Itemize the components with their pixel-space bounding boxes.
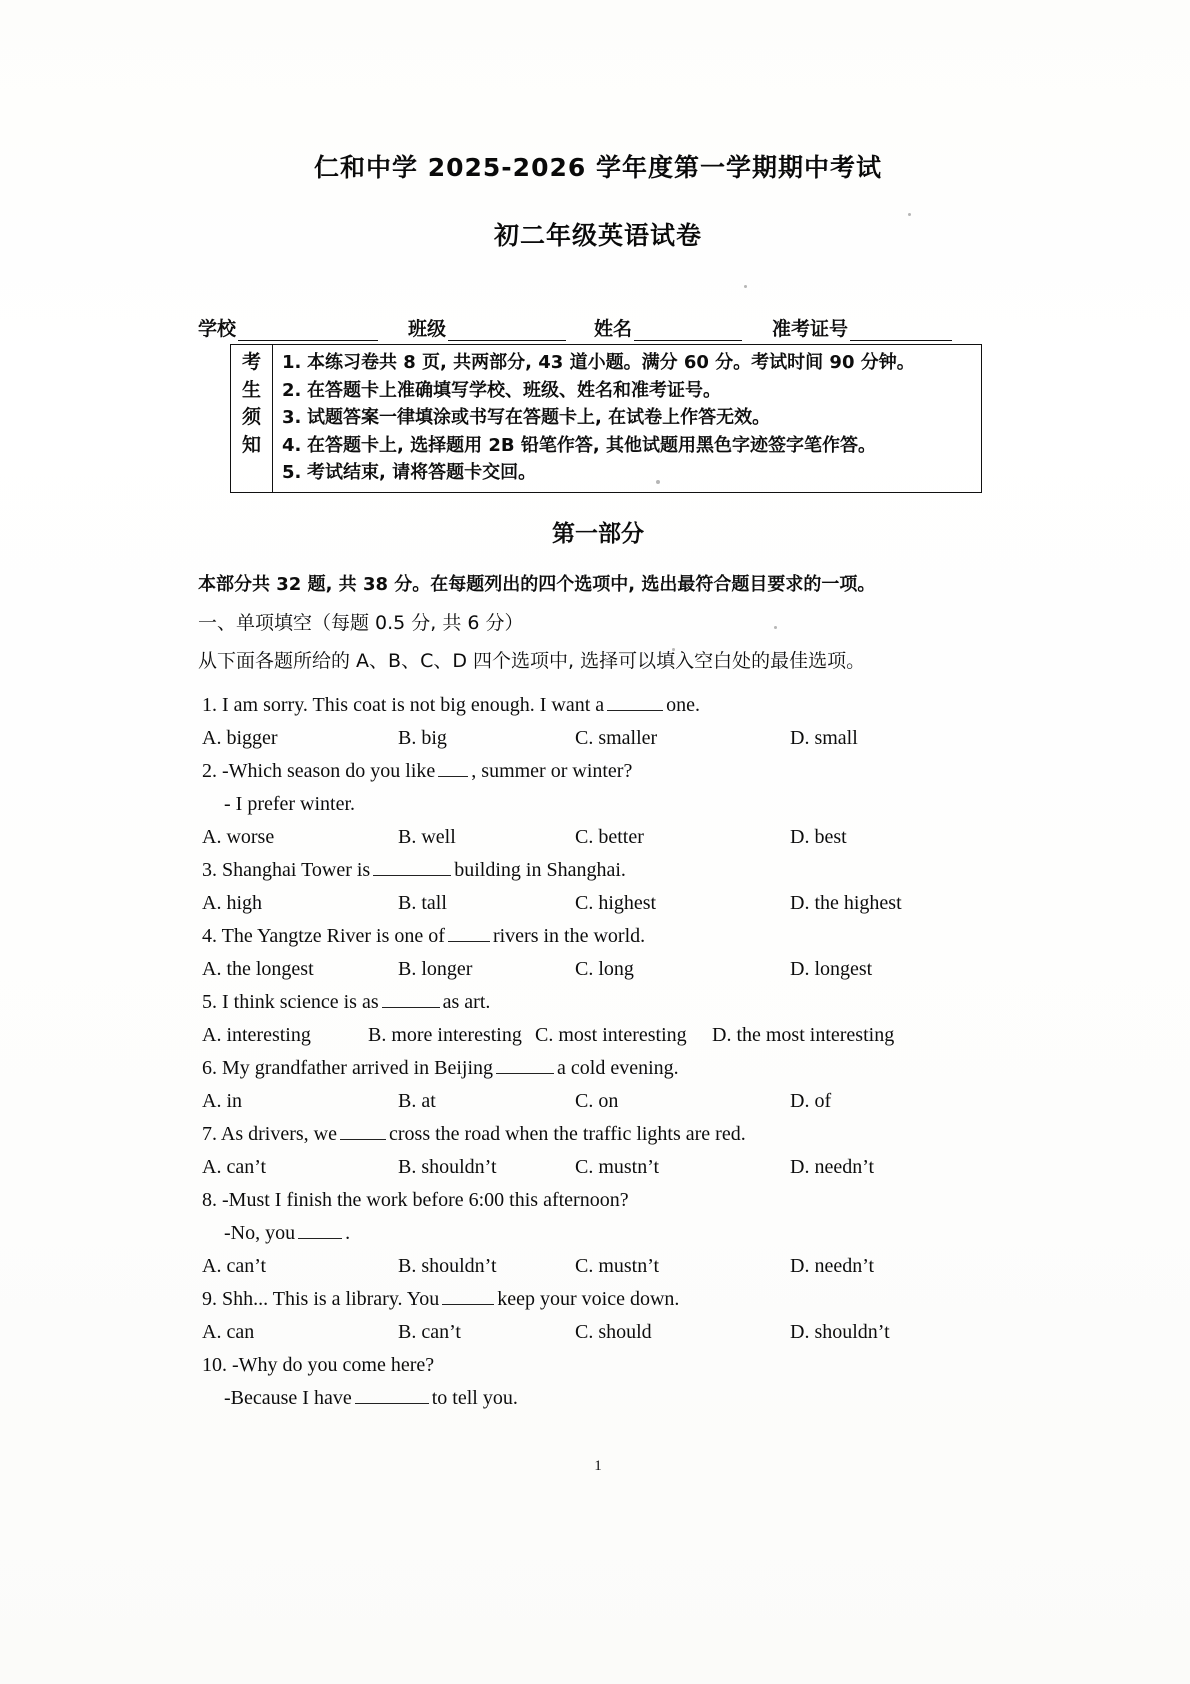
notice-head-char-0: 考 bbox=[241, 351, 261, 373]
question-text-tail: building in Shanghai. bbox=[454, 858, 626, 881]
question-text: The Yangtze River is one of bbox=[221, 924, 445, 947]
exam-id-label: 准考证号 bbox=[772, 318, 849, 340]
option-row bbox=[198, 1151, 998, 1184]
option-choice[interactable]: A. in bbox=[202, 1089, 242, 1112]
question-text: As drivers, we bbox=[220, 1122, 337, 1145]
option-row bbox=[198, 821, 998, 854]
answer-blank[interactable] bbox=[607, 710, 663, 711]
question-text-tail: as art. bbox=[442, 990, 491, 1013]
option-choice[interactable]: D. best bbox=[790, 825, 847, 848]
question-stem-line2 bbox=[198, 1382, 998, 1415]
question-text: I am sorry. This coat is not big enough. I want a bbox=[222, 693, 605, 716]
question-text-tail: a cold evening. bbox=[557, 1056, 679, 1079]
option-choice[interactable]: D. small bbox=[790, 726, 858, 749]
option-choice[interactable]: C. mustn’t bbox=[575, 1254, 660, 1277]
question-number: 1. bbox=[202, 693, 217, 716]
question-text-tail: rivers in the world. bbox=[492, 924, 646, 947]
notice-head-char-2: 须 bbox=[241, 406, 261, 428]
question-block bbox=[198, 920, 998, 986]
exam-id-input-rule[interactable] bbox=[850, 323, 952, 341]
question-text: I think science is as bbox=[222, 990, 379, 1013]
question-stem bbox=[198, 1118, 998, 1151]
question-text: - I prefer winter. bbox=[224, 792, 356, 815]
question-number: 9. bbox=[202, 1287, 217, 1310]
class-field[interactable] bbox=[408, 314, 566, 341]
notice-item-text: 考试结束, 请将答题卡交回。 bbox=[307, 462, 537, 483]
question-block bbox=[198, 1349, 998, 1415]
answer-blank[interactable] bbox=[382, 1007, 440, 1008]
option-choice[interactable]: D. needn’t bbox=[790, 1155, 875, 1178]
question-text: -No, you bbox=[224, 1221, 296, 1244]
question-number: 2. bbox=[202, 759, 217, 782]
question-stem bbox=[198, 1283, 998, 1316]
section-title: 一、单项填空（每题 0.5 分, 共 6 分） bbox=[198, 611, 524, 634]
question-block bbox=[198, 1184, 998, 1283]
notice-item-number: 4. bbox=[282, 434, 302, 456]
option-choice[interactable]: C. should bbox=[575, 1320, 652, 1343]
question-block bbox=[198, 1118, 998, 1184]
answer-blank[interactable] bbox=[373, 875, 451, 876]
notice-item-text: 本练习卷共 8 页, 共两部分, 43 道小题。满分 60 分。考试时间 90 分钟。 bbox=[307, 352, 915, 373]
notice-head-char-3: 知 bbox=[241, 433, 261, 456]
question-block bbox=[198, 854, 998, 920]
option-choice[interactable]: D. of bbox=[790, 1089, 832, 1112]
notice-item-text: 试题答案一律填涂或书写在答题卡上, 在试卷上作答无效。 bbox=[307, 407, 771, 428]
part-title: 第一部分 bbox=[552, 520, 644, 547]
page-number: 1 bbox=[594, 1458, 602, 1474]
question-stem bbox=[198, 1349, 998, 1382]
option-choice[interactable]: C. mustn’t bbox=[575, 1155, 660, 1178]
question-block bbox=[198, 1283, 998, 1349]
option-choice[interactable]: B. can’t bbox=[398, 1320, 461, 1343]
question-block bbox=[198, 986, 998, 1052]
option-choice[interactable]: D. needn’t bbox=[790, 1254, 875, 1277]
question-text-tail: . bbox=[345, 1221, 351, 1244]
question-stem bbox=[198, 920, 998, 953]
notice-box bbox=[230, 344, 982, 493]
answer-blank[interactable] bbox=[355, 1403, 429, 1404]
option-choice[interactable]: A. can’t bbox=[202, 1155, 267, 1178]
option-row bbox=[198, 722, 998, 755]
option-row bbox=[198, 1019, 998, 1052]
notice-item-text: 在答题卡上, 选择题用 2B 铅笔作答, 其他试题用黑色字迹签字笔作答。 bbox=[307, 434, 876, 456]
question-stem bbox=[198, 986, 998, 1019]
question-stem bbox=[198, 854, 998, 887]
question-stem bbox=[198, 1184, 998, 1217]
question-text-tail: one. bbox=[666, 693, 701, 716]
question-stem-line2 bbox=[198, 788, 998, 821]
question-text: -Why do you come here? bbox=[232, 1353, 435, 1376]
answer-blank[interactable] bbox=[340, 1139, 386, 1140]
option-choice[interactable]: B. tall bbox=[398, 891, 447, 914]
option-choice[interactable]: C. smaller bbox=[575, 726, 658, 749]
notice-item-text: 在答题卡上准确填写学校、班级、姓名和准考证号。 bbox=[307, 379, 721, 401]
question-number: 4. bbox=[202, 924, 217, 947]
option-choice[interactable]: C. highest bbox=[575, 891, 657, 914]
question-text: Shanghai Tower is bbox=[222, 858, 371, 881]
option-choice[interactable]: B. longer bbox=[398, 957, 473, 980]
question-block bbox=[198, 1052, 998, 1118]
class-label: 班级 bbox=[408, 318, 447, 340]
section-instruction: 从下面各题所给的 A、B、C、D 四个选项中, 选择可以填入空白处的最佳选项。 bbox=[198, 649, 866, 672]
option-choice[interactable]: B. shouldn’t bbox=[398, 1254, 497, 1277]
notice-item bbox=[282, 432, 975, 460]
question-text: -Which season do you like bbox=[222, 759, 436, 782]
notice-item-list bbox=[273, 345, 981, 492]
option-choice[interactable]: A. can bbox=[202, 1320, 255, 1343]
option-choice[interactable]: B. at bbox=[398, 1089, 436, 1112]
option-choice[interactable]: B. well bbox=[398, 825, 456, 848]
question-number: 6. bbox=[202, 1056, 217, 1079]
question-number: 10. bbox=[202, 1353, 227, 1376]
part-description: 本部分共 32 题, 共 38 分。在每题列出的四个选项中, 选出最符合题目要求的一项。 bbox=[198, 573, 876, 595]
option-choice[interactable]: B. big bbox=[398, 726, 447, 749]
option-choice[interactable]: A. interesting bbox=[202, 1023, 311, 1046]
question-number: 7. bbox=[202, 1122, 217, 1145]
option-choice[interactable]: A. the longest bbox=[202, 957, 314, 980]
question-number: 3. bbox=[202, 858, 217, 881]
option-choice[interactable]: D. the most interesting bbox=[712, 1023, 895, 1046]
notice-item-number: 5. bbox=[282, 462, 302, 483]
notice-head-column bbox=[231, 345, 273, 492]
answer-blank[interactable] bbox=[448, 941, 490, 942]
question-number: 5. bbox=[202, 990, 217, 1013]
name-field[interactable] bbox=[594, 314, 742, 341]
option-choice[interactable]: A. can’t bbox=[202, 1254, 267, 1277]
question-text: -Because I have bbox=[224, 1386, 352, 1409]
question-number: 8. bbox=[202, 1188, 217, 1211]
question-block bbox=[198, 755, 998, 854]
exam-id-field[interactable] bbox=[772, 314, 952, 341]
answer-blank[interactable] bbox=[298, 1238, 342, 1239]
notice-item bbox=[282, 349, 975, 377]
option-row bbox=[198, 1085, 998, 1118]
notice-head-char-1: 生 bbox=[241, 378, 261, 401]
option-choice[interactable]: C. on bbox=[575, 1089, 619, 1112]
option-choice[interactable]: D. shouldn’t bbox=[790, 1320, 890, 1343]
option-row bbox=[198, 953, 998, 986]
question-text: Shh... This is a library. You bbox=[222, 1287, 440, 1310]
notice-item bbox=[282, 377, 975, 405]
page-subtitle: 初二年级英语试卷 bbox=[493, 221, 702, 250]
option-choice[interactable]: A. high bbox=[202, 891, 262, 914]
page-title: 仁和中学 2025-2026 学年度第一学期期中考试 bbox=[314, 153, 882, 182]
name-label: 姓名 bbox=[594, 318, 633, 340]
option-row bbox=[198, 1250, 998, 1283]
notice-item-number: 1. bbox=[282, 352, 302, 373]
notice-item bbox=[282, 459, 975, 487]
school-field[interactable] bbox=[198, 314, 378, 341]
option-choice[interactable]: D. the highest bbox=[790, 891, 902, 914]
question-block bbox=[198, 689, 998, 755]
question-text-tail: to tell you. bbox=[431, 1386, 518, 1409]
option-choice[interactable]: C. long bbox=[575, 957, 634, 980]
notice-item-number: 3. bbox=[282, 407, 302, 428]
option-choice[interactable]: D. longest bbox=[790, 957, 873, 980]
question-text: -Must I finish the work before 6:00 this afternoon? bbox=[222, 1188, 629, 1211]
notice-item bbox=[282, 404, 975, 432]
identity-row bbox=[198, 314, 998, 341]
school-label: 学校 bbox=[198, 318, 237, 340]
answer-blank[interactable] bbox=[442, 1304, 494, 1305]
class-input-rule[interactable] bbox=[448, 323, 566, 341]
option-row bbox=[198, 887, 998, 920]
question-text-tail: keep your voice down. bbox=[497, 1287, 680, 1310]
option-choice[interactable]: B. shouldn’t bbox=[398, 1155, 497, 1178]
question-stem bbox=[198, 1052, 998, 1085]
option-choice[interactable]: C. better bbox=[575, 825, 644, 848]
question-text-tail: , summer or winter? bbox=[471, 759, 633, 782]
option-choice[interactable]: C. most interesting bbox=[535, 1023, 687, 1046]
option-row bbox=[198, 1316, 998, 1349]
question-stem bbox=[198, 689, 998, 722]
option-choice[interactable]: B. more interesting bbox=[368, 1023, 522, 1046]
question-text: My grandfather arrived in Beijing bbox=[222, 1056, 494, 1079]
exam-paper bbox=[198, 0, 998, 1684]
question-stem bbox=[198, 755, 998, 788]
question-text-tail: cross the road when the traffic lights are red. bbox=[389, 1122, 746, 1145]
question-stem-line2 bbox=[198, 1217, 998, 1250]
question-list bbox=[198, 689, 998, 1415]
answer-blank[interactable] bbox=[438, 776, 468, 777]
option-choice[interactable]: A. bigger bbox=[202, 726, 278, 749]
name-input-rule[interactable] bbox=[634, 323, 742, 341]
answer-blank[interactable] bbox=[496, 1073, 554, 1074]
school-input-rule[interactable] bbox=[238, 323, 378, 341]
notice-item-number: 2. bbox=[282, 379, 302, 401]
option-choice[interactable]: A. worse bbox=[202, 825, 275, 848]
